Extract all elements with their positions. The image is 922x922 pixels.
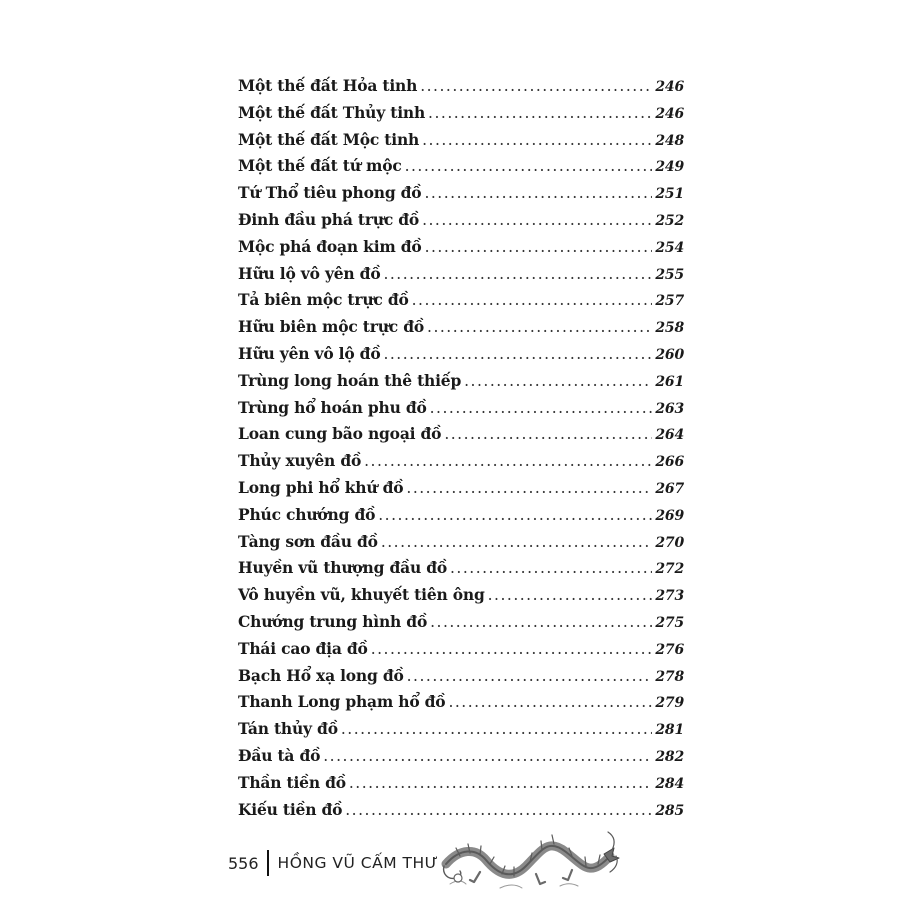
toc-entry[interactable] [238,451,684,478]
toc-entry[interactable] [238,264,684,291]
dot-leader [371,640,653,658]
dot-leader [422,131,652,149]
toc-entry[interactable] [238,666,684,693]
dot-leader [406,479,652,497]
toc-entry-title: Hữu lộ vô yên đồ [238,263,381,283]
toc-entry-title: Đinh đầu phá trực đồ [238,209,420,229]
toc-entry-page: 276 [655,641,684,658]
dot-leader [420,77,652,95]
toc-entry-page: 279 [655,695,684,712]
toc-entry[interactable] [238,237,684,264]
dot-leader [424,184,652,202]
toc-entry[interactable] [238,344,684,371]
dot-leader [412,291,653,309]
toc-entry-title: Hữu biên mộc trực đồ [238,317,425,337]
dot-leader [488,586,653,604]
dot-leader [450,559,652,577]
toc-entry-title: Tứ Thổ tiêu phong đồ [238,183,422,203]
toc-entry-page: 272 [655,561,684,578]
toc-entry[interactable] [238,532,684,559]
toc-entry[interactable] [238,478,684,505]
toc-entry[interactable] [238,317,684,344]
toc-entry-page: 270 [655,534,684,551]
toc-entry[interactable] [238,773,684,800]
toc-entry-page: 278 [655,668,684,685]
dot-leader [448,693,652,711]
toc-entry-title: Mộc phá đoạn kim đồ [238,236,422,256]
toc-entry[interactable] [238,156,684,183]
toc-entry[interactable] [238,76,684,103]
toc-entry[interactable] [238,585,684,612]
toc-entry-title: Trùng long hoán thê thiếp [238,370,462,390]
dot-leader [345,801,652,819]
toc-entry[interactable] [238,719,684,746]
toc-entry-page: 251 [655,186,684,203]
toc-entry-page: 252 [655,212,684,229]
toc-entry-page: 269 [655,507,684,524]
toc-entry-title: Thái cao địa đồ [238,638,368,658]
toc-entry-page: 246 [655,105,684,122]
toc-entry-page: 264 [655,427,684,444]
toc-entry-page: 255 [655,266,684,283]
toc-entry-title: Phúc chướng đồ [238,504,376,524]
dot-leader [464,372,652,390]
dot-leader [444,425,652,443]
toc-entry-page: 249 [655,159,684,176]
toc-entry-title: Trùng hổ hoán phu đồ [238,397,427,417]
dot-leader [381,533,653,551]
footer-divider [267,850,269,876]
toc-entry-page: 281 [655,722,684,739]
toc-entry[interactable] [238,424,684,451]
dot-leader [349,774,653,792]
toc-entry-title: Một thế đất Thủy tinh [238,102,426,122]
toc-entry-title: Tán thủy đồ [238,719,338,739]
dot-leader [383,345,652,363]
toc-entry-title: Chướng trung hình đồ [238,611,428,631]
toc-entry-title: Long phi hổ khứ đồ [238,477,404,497]
toc-entry[interactable] [238,290,684,317]
toc-entry[interactable] [238,558,684,585]
toc-entry-title: Kiếu tiền đồ [238,799,343,819]
toc-entry-page: 254 [655,239,684,256]
toc-entry-page: 263 [655,400,684,417]
toc-entry-title: Một thế đất Hỏa tinh [238,76,418,95]
toc-entry-page: 246 [655,79,684,95]
toc-entry-title: Huyền vũ thượng đầu đồ [238,558,447,578]
toc-entry-page: 258 [655,320,684,337]
book-title: HỒNG VŨ CẤM THƯ [277,854,439,872]
page-number: 556 [228,853,259,873]
dot-leader [405,157,653,175]
table-of-contents [238,76,684,826]
dot-leader [323,747,652,765]
toc-entry-title: Một thế đất tứ mộc [238,156,402,176]
toc-entry-title: Bạch Hổ xạ long đồ [238,665,404,685]
toc-entry-page: 257 [655,293,684,310]
dot-leader [430,613,652,631]
toc-entry-title: Thủy xuyên đồ [238,451,362,471]
toc-entry-page: 273 [655,588,684,605]
toc-entry[interactable] [238,210,684,237]
toc-entry-title: Tàng sơn đầu đồ [238,531,378,551]
toc-entry[interactable] [238,505,684,532]
toc-entry-page: 285 [655,802,684,819]
toc-entry-title: Vô huyền vũ, khuyết tiên ông [238,585,485,605]
dot-leader [430,399,653,417]
toc-entry-page: 282 [655,748,684,765]
toc-entry-page: 248 [655,132,684,149]
toc-entry-title: Một thế đất Mộc tinh [238,129,420,149]
dot-leader [378,506,652,524]
dot-leader [341,720,653,738]
toc-entry-page: 284 [655,775,684,792]
toc-entry[interactable] [238,183,684,210]
toc-entry-title: Thần tiền đồ [238,772,346,792]
toc-entry[interactable] [238,612,684,639]
toc-entry-title: Hữu yên vô lộ đồ [238,343,381,363]
toc-entry-page: 260 [655,346,684,363]
dot-leader [425,238,653,256]
toc-entry-page: 267 [655,480,684,497]
toc-entry-page: 266 [655,454,684,471]
toc-entry[interactable] [238,371,684,398]
dot-leader [428,104,652,122]
dot-leader [407,667,653,685]
toc-entry[interactable] [238,800,684,827]
toc-entry[interactable] [238,398,684,425]
toc-entry[interactable] [238,692,684,719]
toc-entry-title: Thanh Long phạm hổ đồ [238,692,446,712]
toc-entry[interactable] [238,639,684,666]
toc-entry-title: Đầu tà đồ [238,745,321,765]
dot-leader [364,452,652,470]
dot-leader [383,265,652,283]
dragon-icon [440,826,620,898]
toc-entry[interactable] [238,130,684,157]
toc-entry-page: 275 [655,614,684,631]
toc-entry-page: 261 [655,373,684,390]
toc-entry[interactable] [238,746,684,773]
toc-entry-title: Tả biên mộc trực đồ [238,290,409,310]
dot-leader [422,211,652,229]
toc-entry-title: Loan cung bão ngoại đồ [238,424,442,444]
dot-leader [427,318,652,336]
toc-entry[interactable] [238,103,684,130]
